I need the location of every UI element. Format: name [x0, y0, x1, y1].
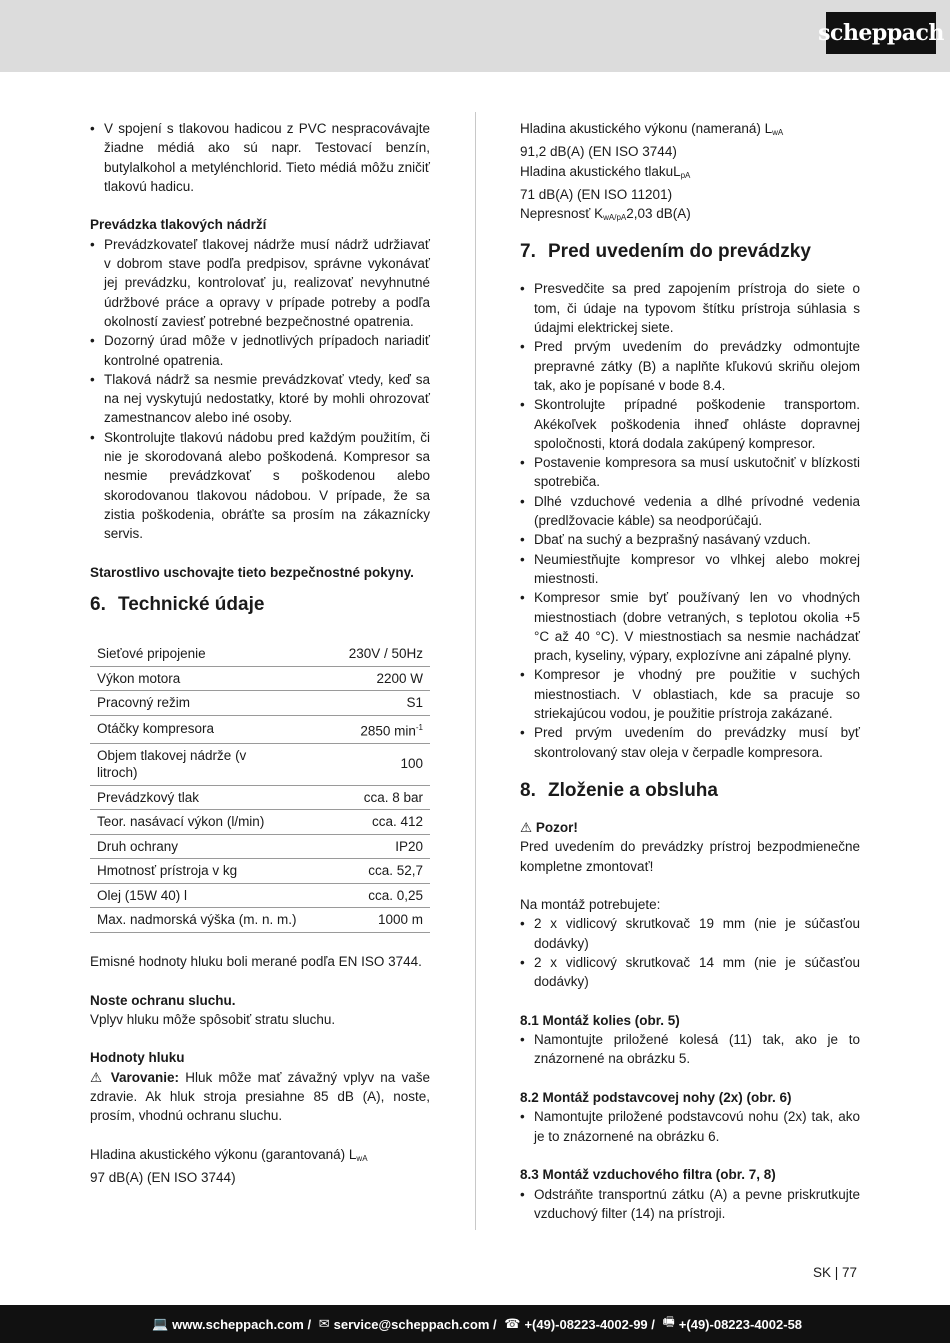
section-number: 6. — [90, 594, 106, 616]
list-item: • Presvedčite sa pred zapojením prístroja do siete o tom, či údaje na typovom štítku prístroja súhlasia s údajmi elektrickej siete. — [520, 279, 860, 337]
tools-bullet-list — [520, 914, 860, 991]
footer-website: www.scheppach.com — [172, 1316, 304, 1332]
keep-instructions-note: Starostlivo uschovajte tieto bezpečnostné pokyny. — [90, 564, 414, 580]
spec-value: 230V / 50Hz — [342, 642, 430, 666]
table-row — [90, 810, 430, 835]
left-column — [90, 119, 430, 1187]
spec-value: cca. 412 — [342, 810, 430, 835]
spec-value: 2200 W — [342, 666, 430, 691]
spec-label: Sieťové pripojenie — [90, 642, 342, 666]
list-item: • Namontujte priložené podstavcovú nohu (2x) tak, ako je to znázornené na obrázku 6. — [520, 1107, 860, 1146]
caution-text: Pred uvedením do prevádzky prístroj bezpodmienečne kompletne zmontovať! — [520, 839, 860, 874]
tank-heading: Prevádzka tlakových nádrží — [90, 217, 267, 233]
noise-values-heading: Hodnoty hluku — [90, 1050, 185, 1066]
scheppach-logo: scheppach — [826, 12, 936, 54]
table-row — [90, 859, 430, 884]
guaranteed-power-label: Hladina akustického výkonu (garantovaná) $L_{wA}$ — [90, 1146, 368, 1163]
list-item: • Tlaková nádrž sa nesmie prevádzkovať vtedy, keď sa na nej vyskytujú nedostatky, ktoré by mohli ohrozovať zamestnancov alebo iné osoby. — [90, 370, 430, 428]
ear-protection-heading: Noste ochranu sluchu. — [90, 992, 236, 1008]
list-item: • Dbať na suchý a bezprašný nasávaný vzduch. — [520, 530, 860, 549]
sound-pressure-value: 71 dB(A) (EN ISO 11201) — [520, 186, 673, 202]
spec-value: cca. 52,7 — [342, 859, 430, 884]
table-row — [90, 883, 430, 908]
list-item: • 2 x vidlicový skrutkovač 19 mm (nie je súčasťou dodávky) — [520, 914, 860, 953]
caution-heading: ⚠ Pozor! — [520, 819, 578, 835]
tank-bullet-list — [90, 235, 430, 544]
list-item: • 2 x vidlicový skrutkovač 14 mm (nie je súčasťou dodávky) — [520, 953, 860, 992]
section-7-bullet-list — [520, 279, 860, 761]
intro-bullet-list — [90, 119, 430, 196]
footer-phone: +(49)-08223-4002-99 — [524, 1316, 648, 1332]
warning-paragraph — [90, 1068, 430, 1126]
table-row — [90, 666, 430, 691]
warning-triangle-icon: ⚠ — [520, 819, 533, 835]
tech-spec-table — [90, 642, 430, 933]
list-item: • Kompresor smie byť používaný len vo vhodných miestnostiach (dobre vetraných, s teplotou okolia +5 °C až 40 °C). V miestnostiach sa nesmie nachádzať prach, kyseliny, výpary, explozívne ani zápalné plyny. — [520, 588, 860, 665]
spec-label: Hmotnosť prístroja v kg — [90, 859, 342, 884]
section-title: Pred uvedením do prevádzky — [548, 241, 811, 263]
list-item: • Skontrolujte prípadné poškodenie transportom. Akékoľvek poškodenia ihneď ohláste dopravnej spoločnosti, ktorá dodala zakúpený kompresor. — [520, 395, 860, 453]
list-item: • Prevádzkovateľ tlakovej nádrže musí nádrž udržiavať v dobrom stave podľa predpisov, správne vykonávať jej prevádzku, kontrolovať ju, realizovať nevyhnutné údržbové práce a opravy v prípade potreby a podľa okolností zaviesť potrebné bezpečnostné opatrenia. — [90, 235, 430, 331]
table-row — [90, 691, 430, 716]
computer-icon: 💻 — [151, 1316, 169, 1331]
section-number: 8. — [520, 779, 536, 801]
spec-value: 2850 $\min^{-1}$ — [342, 715, 430, 743]
list-item: • Odstráňte transportnú zátku (A) a pevne priskrutkujte vzduchový filter (14) na prístroji. — [520, 1185, 860, 1224]
spec-label: Teor. nasávací výkon (l/min) — [90, 810, 342, 835]
subsection-8-3-heading: 8.3 Montáž vzduchového filtra (obr. 7, 8) — [520, 1167, 776, 1183]
table-row — [90, 908, 430, 933]
spec-label: Olej (15W 40) l — [90, 883, 342, 908]
spec-value: IP20 — [342, 834, 430, 859]
section-6-heading — [90, 582, 430, 632]
spec-value: S1 — [342, 691, 430, 716]
spec-label: Otáčky kompresora — [90, 715, 342, 743]
phone-icon: ☎ — [504, 1316, 521, 1331]
measured-power-label: Hladina akustického výkonu (nameraná) $L_{wA}$ — [520, 121, 784, 137]
warning-label: Varovanie: — [110, 1069, 180, 1085]
list-item: • Namontujte priložené kolesá (11) tak, ako je to znázornené na obrázku 5. — [520, 1030, 860, 1069]
list-item: • Dlhé vzduchové vedenia a dlhé prívodné vedenia (predlžovacie káble) sa neodporúčajú. — [520, 492, 860, 531]
ear-protection-text: Vplyv hluku môže spôsobiť stratu sluchu. — [90, 1011, 336, 1027]
spec-label: Pracovný režim — [90, 691, 342, 716]
spec-value: 1000 m — [342, 908, 430, 933]
section-title: Technické údaje — [118, 594, 265, 616]
page-header — [0, 0, 950, 72]
list-item: • Postavenie kompresora sa musí uskutočniť v blízkosti spotrebiča. — [520, 453, 860, 492]
page-footer: 💻 www.scheppach.com / ✉ service@scheppach.com / ☎ +(49)-08223-4002-99 / 🖷 +(49)-08223-4002-58 — [0, 1305, 950, 1343]
subsection-8-1-list — [520, 1030, 860, 1069]
subsection-8-1-heading: 8.1 Montáž kolies (obr. 5) — [520, 1012, 680, 1028]
spec-value: 100 — [342, 743, 430, 785]
uncertainty-line: Nepresnosť $K_{wA/pA}2,03$ dB(A) — [520, 206, 691, 223]
section-number: 7. — [520, 241, 536, 263]
table-row — [90, 642, 430, 666]
subsection-8-2-list — [520, 1107, 860, 1146]
spec-value: cca. 0,25 — [342, 883, 430, 908]
measured-power-value: 91,2 dB(A) (EN ISO 3744) — [520, 144, 677, 160]
list-item: • Skontrolujte tlakovú nádobu pred každým použitím, či nie je skorodovaná alebo poškodená. Kompresor sa nesmie prevádzkovať s poškodenou alebo skorodovanou tlakovou nádobou. V prípade, že sa zistia poškodenia, obráťte sa prosím na zákaznícky servis. — [90, 428, 430, 544]
page-number: SK | 77 — [813, 1265, 858, 1280]
list-item: • V spojení s tlakovou hadicou z PVC nespracovávajte žiadne médiá ako sú napr. Testovací benzín, butylalkohol a metylénchlorid. Tieto médiá môžu zničiť tlakovú hadicu. — [90, 119, 430, 196]
footer-email: service@scheppach.com — [333, 1316, 490, 1332]
subsection-8-2-heading: 8.2 Montáž podstavcovej nohy (2x) (obr. 6) — [520, 1090, 792, 1106]
warning-triangle-icon: ⚠ — [90, 1069, 105, 1085]
section-8-heading — [520, 762, 860, 818]
tools-intro: Na montáž potrebujete: — [520, 897, 661, 913]
table-row — [90, 834, 430, 859]
list-item: • Kompresor je vhodný pre použitie v suchých miestnostiach. V oblastiach, kde sa pracuje so striekajúcou vodou, je použitie prístroja zakázané. — [520, 665, 860, 723]
table-row — [90, 743, 430, 785]
section-title: Zloženie a obsluha — [548, 779, 718, 801]
emission-text: Emisné hodnoty hluku boli merané podľa EN ISO 3744. — [90, 953, 422, 969]
spec-value: cca. 8 bar — [342, 785, 430, 810]
email-icon: ✉ — [318, 1316, 330, 1331]
fax-icon: 🖷 — [662, 1314, 675, 1329]
table-row — [90, 785, 430, 810]
footer-fax: +(49)-08223-4002-58 — [678, 1316, 803, 1332]
spec-label: Max. nadmorská výška (m. n. m.) — [90, 908, 342, 933]
list-item: • Neumiestňujte kompresor vo vlhkej alebo mokrej miestnosti. — [520, 550, 860, 589]
subsection-8-3-list — [520, 1185, 860, 1224]
list-item: • Pred prvým uvedením do prevádzky musí byť skontrolovaný stav oleja v čerpadle kompresora. — [520, 723, 860, 762]
right-column — [520, 119, 860, 1223]
section-7-heading — [520, 227, 860, 279]
spec-label: Druh ochrany — [90, 834, 342, 859]
list-item: • Dozorný úrad môže v jednotlivých prípadoch nariadiť kontrolné opatrenia. — [90, 331, 430, 370]
warning-text: Hluk môže mať závažný vplyv na vaše zdravie. Ak hluk stroja presiahne 85 dB (A), noste, prosím, vhodnú ochranu sluchu. — [90, 1069, 430, 1124]
sound-pressure-label: Hladina akustického tlakuL$_{pA}$ — [520, 163, 691, 180]
spec-label: Výkon motora — [90, 666, 342, 691]
list-item: • Pred prvým uvedením do prevádzky odmontujte prepravné zátky (B) a naplňte kľukovú skriňu olejom tak, ako je popísané v bode 8.4. — [520, 337, 860, 395]
spec-label: Objem tlakovej nádrže (v litroch) — [90, 743, 342, 785]
spec-label: Prevádzkový tlak — [90, 785, 342, 810]
column-divider — [475, 112, 476, 1230]
guaranteed-power-value: 97 dB(A) (EN ISO 3744) — [90, 1170, 236, 1186]
table-row — [90, 715, 430, 743]
